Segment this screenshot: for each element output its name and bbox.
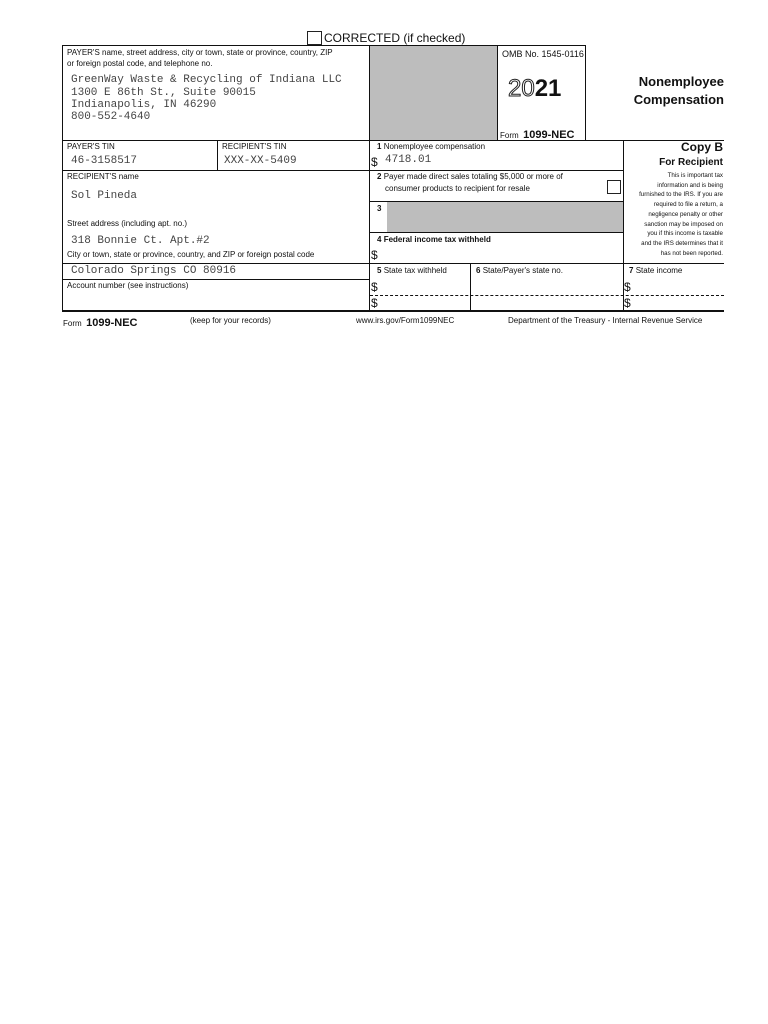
notice-line: has not been reported. xyxy=(660,249,723,257)
corrected-label: CORRECTED (if checked) xyxy=(324,31,466,45)
title-line-1: Nonemployee xyxy=(638,74,724,89)
omb-right-border xyxy=(585,45,586,140)
form-bottom-border xyxy=(62,310,724,312)
form-word: Form xyxy=(500,131,519,140)
box6-number: 6 xyxy=(476,266,481,275)
shaded-box3 xyxy=(387,202,623,232)
box4-text: Federal income tax withheld xyxy=(383,235,491,244)
payer-line-2: 1300 E 86th St., Suite 90015 xyxy=(71,87,256,99)
payer-line-4: 800-552-4640 xyxy=(71,111,151,123)
for-recipient: For Recipient xyxy=(659,157,723,168)
row-tin-top xyxy=(62,140,724,141)
box2-label-1 xyxy=(377,172,563,181)
box6-text: State/Payer's state no. xyxy=(482,266,563,275)
form-left-border xyxy=(62,45,63,311)
box6-label xyxy=(476,266,563,275)
street-address: 318 Bonnie Ct. Apt.#2 xyxy=(71,235,210,247)
footer-keep: (keep for your records) xyxy=(190,316,271,325)
omb-number: OMB No. 1545-0116 xyxy=(502,49,584,59)
box5-divider xyxy=(470,263,471,311)
box5-number: 5 xyxy=(377,266,382,275)
row-account-top xyxy=(62,279,369,280)
box5-dollar-2: $ xyxy=(371,296,378,310)
tax-year-suffix: 21 xyxy=(534,75,562,102)
form-top-border xyxy=(62,45,586,46)
form-id: 1099-NEC xyxy=(523,129,575,141)
tax-year-prefix: 20 xyxy=(508,75,535,102)
box7-label xyxy=(629,266,682,275)
box1-number: 1 xyxy=(377,142,382,151)
copy-b: Copy B xyxy=(681,140,723,154)
box1-value: 4718.01 xyxy=(385,154,432,166)
footer-url: www.irs.gov/Form1099NEC xyxy=(356,316,455,325)
notice-line: furnished to the IRS. If you are xyxy=(639,191,723,199)
payer-tin-label: PAYER'S TIN xyxy=(67,142,115,151)
city-state-zip: Colorado Springs CO 80916 xyxy=(71,265,237,277)
payer-tin: 46-3158517 xyxy=(71,155,138,167)
box5-label xyxy=(377,266,447,275)
payer-label: PAYER'S name, street address, city or town, state or province, country, ZIP xyxy=(67,48,333,57)
notice-line: sanction may be imposed on xyxy=(644,220,723,228)
recipient-name: Sol Pineda xyxy=(71,190,138,202)
box7-dollar-2: $ xyxy=(624,296,631,310)
payer-line-1: GreenWay Waste & Recycling of Indiana LLC xyxy=(71,74,342,86)
street-label: Street address (including apt. no.) xyxy=(67,219,188,228)
box2-number: 2 xyxy=(377,172,382,181)
omb-column-divider xyxy=(497,45,498,140)
notice-line: This is important tax xyxy=(667,172,723,179)
box1-text: Nonemployee compensation xyxy=(383,142,486,151)
box2-label-2: consumer products to recipient for resale xyxy=(385,184,530,193)
box7-dollar-1: $ xyxy=(624,280,631,294)
box2-text-1: Payer made direct sales totaling $5,000 or more of xyxy=(383,172,563,181)
box7-text: State income xyxy=(635,266,683,275)
row-box4-top xyxy=(369,232,623,233)
footer-form-id: 1099-NEC xyxy=(86,317,138,329)
payer-line-3: Indianapolis, IN 46290 xyxy=(71,99,217,111)
notice-line: you if this income is taxable xyxy=(647,230,723,238)
shaded-area-top xyxy=(370,46,497,140)
recipient-tin-label: RECIPIENT'S TIN xyxy=(222,142,287,151)
row-recipient-top xyxy=(62,170,623,171)
box5-dollar-1: $ xyxy=(371,280,378,294)
tax-year xyxy=(508,76,561,102)
notice-line: and the IRS determines that it xyxy=(641,239,723,247)
recipient-tin: XXX-XX-5409 xyxy=(224,155,297,167)
box4-number: 4 xyxy=(377,235,382,244)
city-label: City or town, state or province, country, and ZIP or foreign postal code xyxy=(67,250,315,259)
footer-form-label xyxy=(63,313,137,331)
form-id-label xyxy=(500,125,574,143)
box1-dollar: $ xyxy=(371,155,378,169)
notice-line: information and is being xyxy=(657,181,723,189)
notice-text xyxy=(622,171,723,258)
payer-label-2: or foreign postal code, and telephone no. xyxy=(67,59,213,68)
box7-number: 7 xyxy=(629,266,634,275)
footer-form-word: Form xyxy=(63,319,82,328)
corrected-checkbox[interactable] xyxy=(307,31,322,45)
row-box5-top xyxy=(62,263,724,264)
notice-line: negligence penalty or other xyxy=(648,210,723,218)
box4-dollar: $ xyxy=(371,248,378,262)
recipient-name-label: RECIPIENT'S name xyxy=(67,172,139,181)
box1-label xyxy=(377,142,485,151)
account-label: Account number (see instructions) xyxy=(67,281,189,290)
box3-number: 3 xyxy=(377,204,382,213)
title-line-2: Compensation xyxy=(633,92,724,107)
tin-divider xyxy=(217,140,218,170)
notice-line: required to file a return, a xyxy=(653,201,723,209)
box4-label xyxy=(377,235,491,244)
box2-checkbox[interactable] xyxy=(607,180,621,194)
box5-text: State tax withheld xyxy=(383,266,447,275)
footer-department: Department of the Treasury - Internal Revenue Service xyxy=(508,316,703,325)
box5-dashed xyxy=(370,295,724,296)
